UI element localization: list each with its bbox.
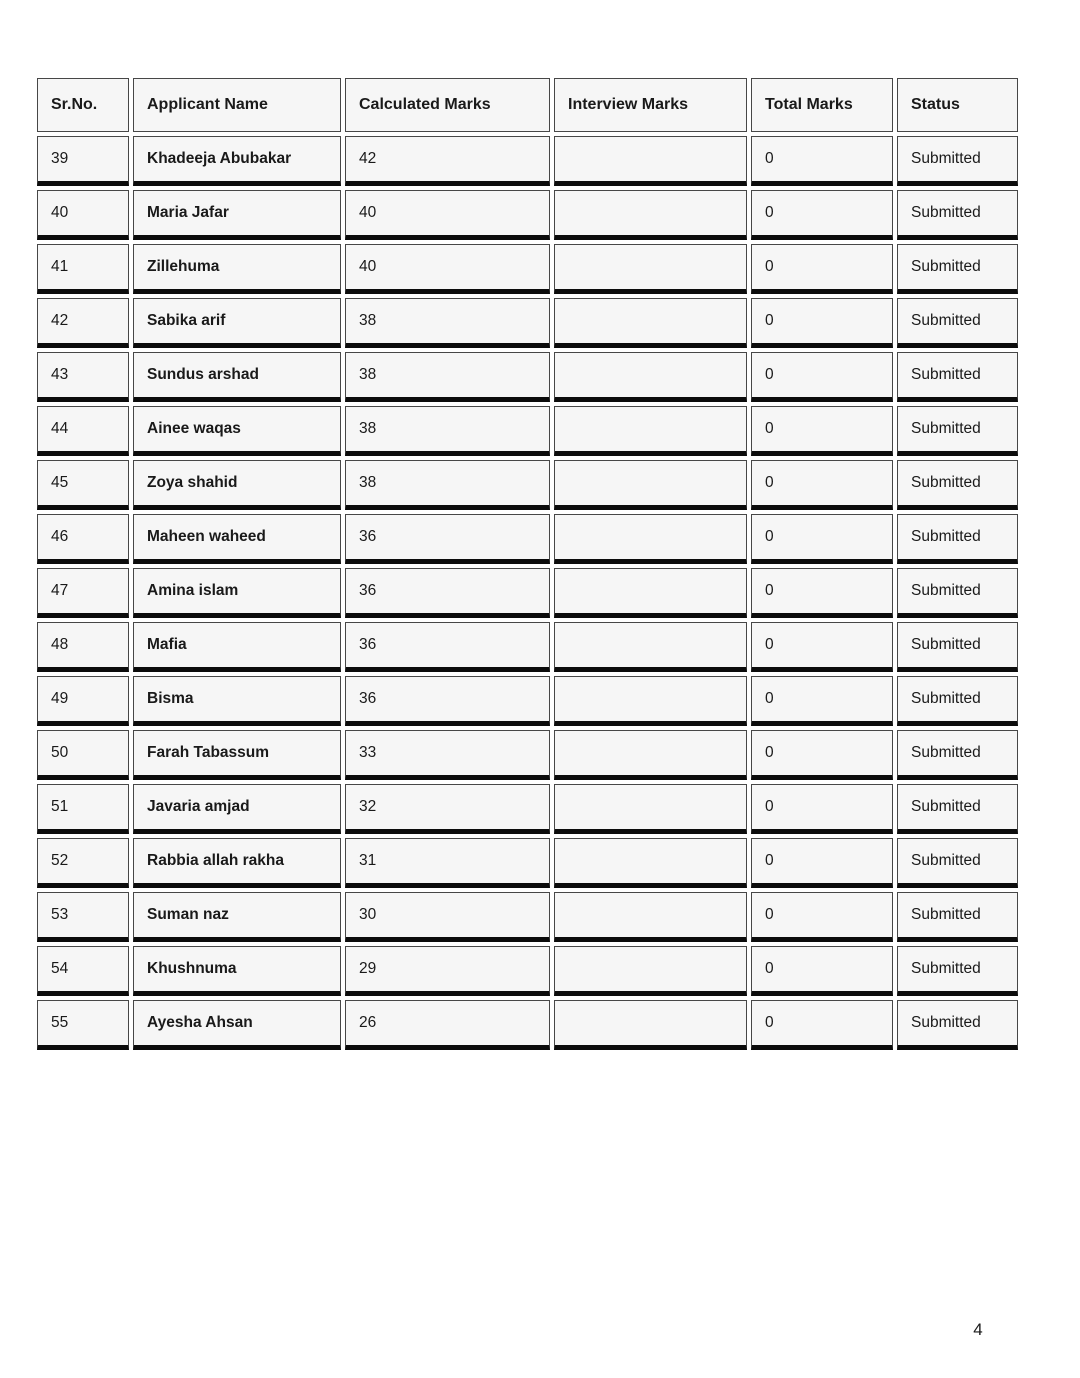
applicant-name-cell: Javaria amjad <box>133 784 341 834</box>
header-applicant-name: Applicant Name <box>133 78 341 132</box>
sr-no-cell: 45 <box>37 460 129 510</box>
total-marks-cell: 0 <box>751 784 893 834</box>
total-marks-cell: 0 <box>751 190 893 240</box>
calculated-marks-cell: 40 <box>345 190 550 240</box>
total-marks-cell: 0 <box>751 1000 893 1050</box>
calculated-marks-cell: 36 <box>345 676 550 726</box>
total-marks-cell: 0 <box>751 676 893 726</box>
interview-marks-cell <box>554 892 747 942</box>
sr-no-cell: 41 <box>37 244 129 294</box>
interview-marks-cell <box>554 298 747 348</box>
table-row <box>37 136 1018 186</box>
status-cell: Submitted <box>897 244 1018 294</box>
calculated-marks-cell: 33 <box>345 730 550 780</box>
applicant-name-cell: Farah Tabassum <box>133 730 341 780</box>
interview-marks-cell <box>554 514 747 564</box>
interview-marks-cell <box>554 946 747 996</box>
status-cell: Submitted <box>897 298 1018 348</box>
table-row <box>37 460 1018 510</box>
status-cell: Submitted <box>897 784 1018 834</box>
status-cell: Submitted <box>897 676 1018 726</box>
sr-no-cell: 47 <box>37 568 129 618</box>
sr-no-cell: 42 <box>37 298 129 348</box>
interview-marks-cell <box>554 244 747 294</box>
table-row <box>37 514 1018 564</box>
status-cell: Submitted <box>897 136 1018 186</box>
applicant-name-cell: Ainee waqas <box>133 406 341 456</box>
total-marks-cell: 0 <box>751 838 893 888</box>
calculated-marks-cell: 36 <box>345 568 550 618</box>
status-cell: Submitted <box>897 730 1018 780</box>
total-marks-cell: 0 <box>751 136 893 186</box>
total-marks-cell: 0 <box>751 406 893 456</box>
interview-marks-cell <box>554 460 747 510</box>
sr-no-cell: 46 <box>37 514 129 564</box>
applicant-table <box>33 74 1022 1054</box>
sr-no-cell: 44 <box>37 406 129 456</box>
applicant-name-cell: Mafia <box>133 622 341 672</box>
status-cell: Submitted <box>897 406 1018 456</box>
total-marks-cell: 0 <box>751 730 893 780</box>
interview-marks-cell <box>554 1000 747 1050</box>
table-row <box>37 406 1018 456</box>
status-cell: Submitted <box>897 838 1018 888</box>
sr-no-cell: 49 <box>37 676 129 726</box>
total-marks-cell: 0 <box>751 352 893 402</box>
header-calculated-marks: Calculated Marks <box>345 78 550 132</box>
status-cell: Submitted <box>897 622 1018 672</box>
table-row <box>37 190 1018 240</box>
sr-no-cell: 50 <box>37 730 129 780</box>
total-marks-cell: 0 <box>751 892 893 942</box>
table-row <box>37 730 1018 780</box>
status-cell: Submitted <box>897 514 1018 564</box>
header-status: Status <box>897 78 1018 132</box>
sr-no-cell: 51 <box>37 784 129 834</box>
table-row <box>37 244 1018 294</box>
status-cell: Submitted <box>897 892 1018 942</box>
table-row <box>37 676 1018 726</box>
table-row <box>37 946 1018 996</box>
applicant-name-cell: Sabika arif <box>133 298 341 348</box>
sr-no-cell: 52 <box>37 838 129 888</box>
interview-marks-cell <box>554 406 747 456</box>
table-row <box>37 892 1018 942</box>
applicant-name-cell: Amina islam <box>133 568 341 618</box>
sr-no-cell: 39 <box>37 136 129 186</box>
total-marks-cell: 0 <box>751 298 893 348</box>
total-marks-cell: 0 <box>751 622 893 672</box>
calculated-marks-cell: 26 <box>345 1000 550 1050</box>
applicant-table-body <box>37 136 1018 1050</box>
total-marks-cell: 0 <box>751 514 893 564</box>
calculated-marks-cell: 38 <box>345 298 550 348</box>
sr-no-cell: 43 <box>37 352 129 402</box>
total-marks-cell: 0 <box>751 946 893 996</box>
calculated-marks-cell: 38 <box>345 352 550 402</box>
calculated-marks-cell: 36 <box>345 514 550 564</box>
applicant-name-cell: Sundus arshad <box>133 352 341 402</box>
interview-marks-cell <box>554 568 747 618</box>
applicant-name-cell: Ayesha Ahsan <box>133 1000 341 1050</box>
status-cell: Submitted <box>897 352 1018 402</box>
sr-no-cell: 40 <box>37 190 129 240</box>
applicant-name-cell: Bisma <box>133 676 341 726</box>
status-cell: Submitted <box>897 1000 1018 1050</box>
table-row <box>37 784 1018 834</box>
header-sr-no: Sr.No. <box>37 78 129 132</box>
table-row <box>37 352 1018 402</box>
table-row <box>37 622 1018 672</box>
applicant-name-cell: Maria Jafar <box>133 190 341 240</box>
calculated-marks-cell: 32 <box>345 784 550 834</box>
calculated-marks-cell: 31 <box>345 838 550 888</box>
total-marks-cell: 0 <box>751 460 893 510</box>
interview-marks-cell <box>554 676 747 726</box>
header-total-marks: Total Marks <box>751 78 893 132</box>
sr-no-cell: 53 <box>37 892 129 942</box>
header-interview-marks: Interview Marks <box>554 78 747 132</box>
status-cell: Submitted <box>897 460 1018 510</box>
interview-marks-cell <box>554 352 747 402</box>
status-cell: Submitted <box>897 568 1018 618</box>
applicant-name-cell: Zoya shahid <box>133 460 341 510</box>
page-number: 4 <box>973 1320 983 1339</box>
sr-no-cell: 55 <box>37 1000 129 1050</box>
applicant-name-cell: Rabbia allah rakha <box>133 838 341 888</box>
table-row <box>37 298 1018 348</box>
calculated-marks-cell: 29 <box>345 946 550 996</box>
applicant-name-cell: Zillehuma <box>133 244 341 294</box>
interview-marks-cell <box>554 730 747 780</box>
table-row <box>37 1000 1018 1050</box>
status-cell: Submitted <box>897 946 1018 996</box>
total-marks-cell: 0 <box>751 244 893 294</box>
interview-marks-cell <box>554 784 747 834</box>
calculated-marks-cell: 42 <box>345 136 550 186</box>
sr-no-cell: 48 <box>37 622 129 672</box>
applicant-name-cell: Khadeeja Abubakar <box>133 136 341 186</box>
interview-marks-cell <box>554 190 747 240</box>
table-row <box>37 838 1018 888</box>
applicant-name-cell: Suman naz <box>133 892 341 942</box>
calculated-marks-cell: 38 <box>345 460 550 510</box>
applicant-name-cell: Maheen waheed <box>133 514 341 564</box>
calculated-marks-cell: 38 <box>345 406 550 456</box>
interview-marks-cell <box>554 838 747 888</box>
calculated-marks-cell: 40 <box>345 244 550 294</box>
interview-marks-cell <box>554 136 747 186</box>
interview-marks-cell <box>554 622 747 672</box>
calculated-marks-cell: 36 <box>345 622 550 672</box>
calculated-marks-cell: 30 <box>345 892 550 942</box>
sr-no-cell: 54 <box>37 946 129 996</box>
table-header-row <box>37 78 1018 132</box>
table-row <box>37 568 1018 618</box>
status-cell: Submitted <box>897 190 1018 240</box>
total-marks-cell: 0 <box>751 568 893 618</box>
applicant-name-cell: Khushnuma <box>133 946 341 996</box>
